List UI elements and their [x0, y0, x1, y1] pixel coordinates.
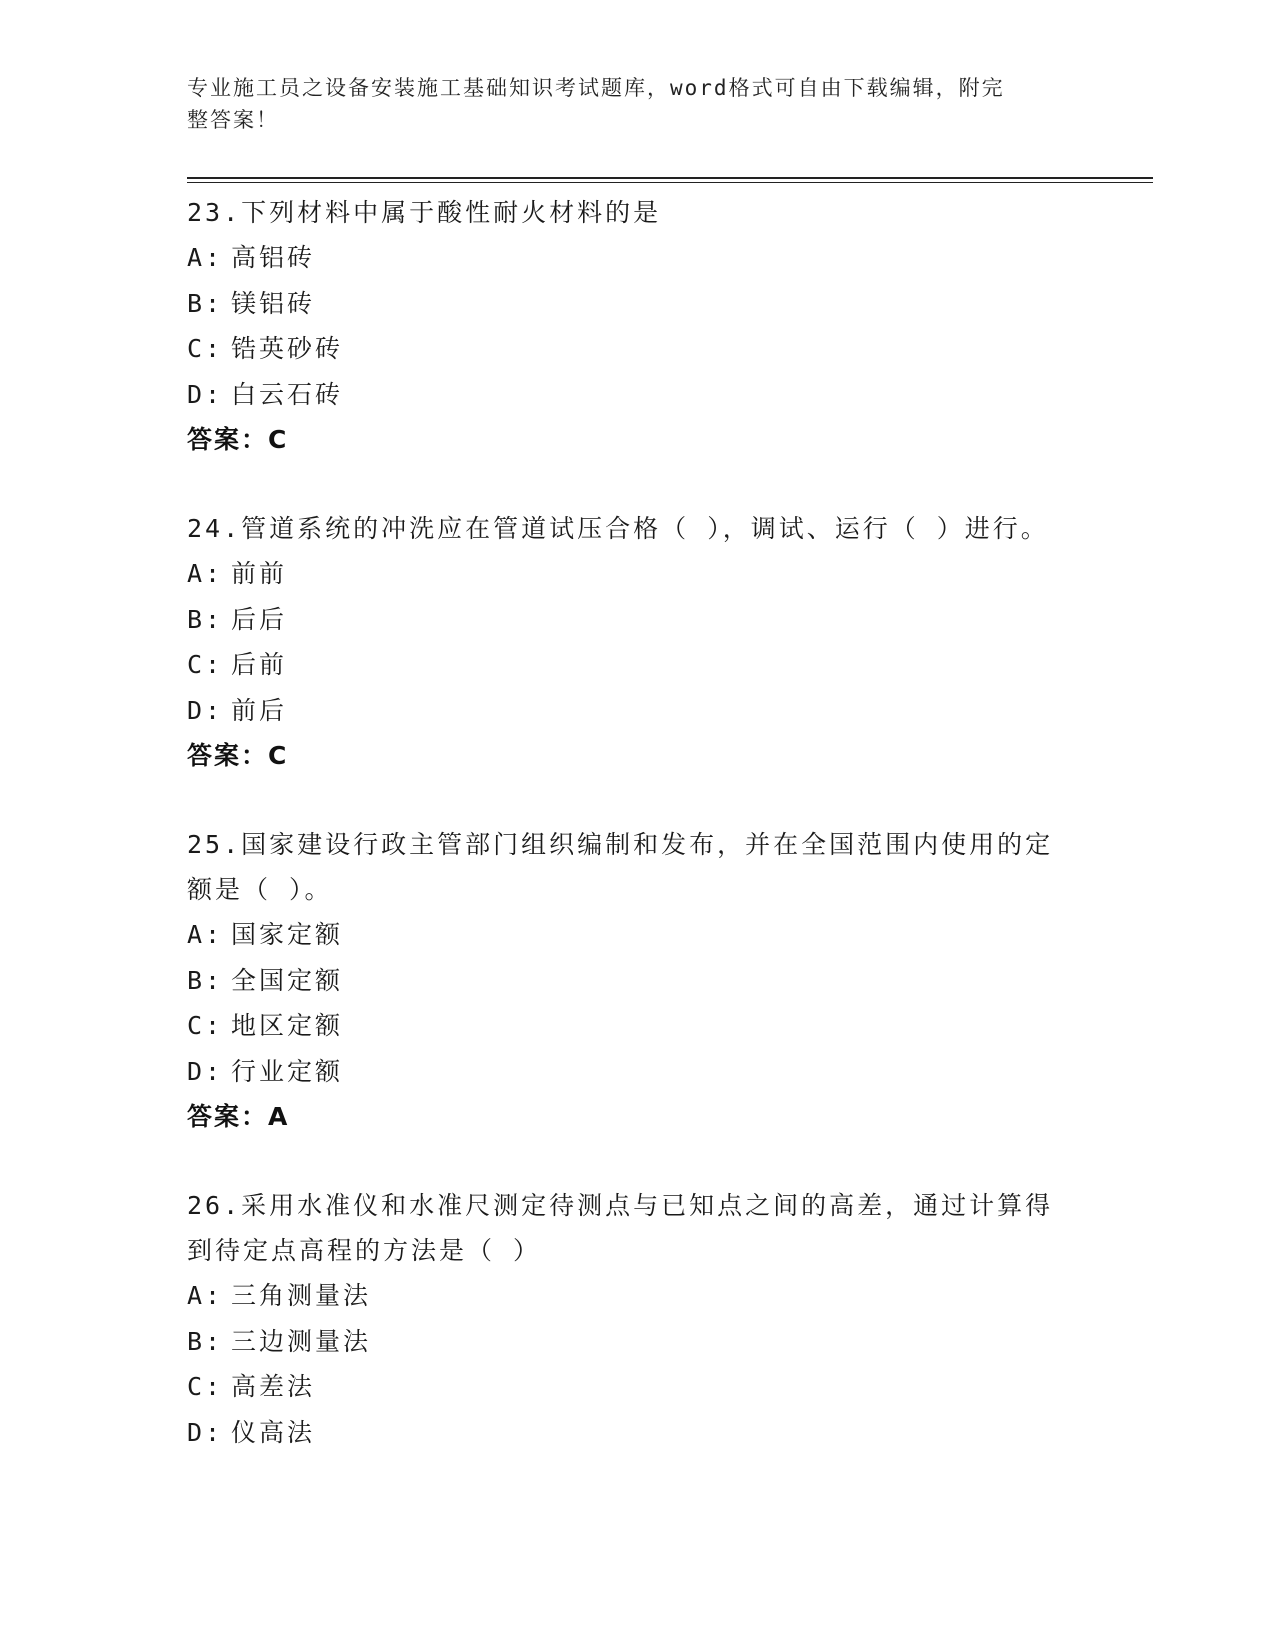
option-letter: C:	[187, 1011, 224, 1040]
option-text: 三角测量法	[231, 1281, 372, 1310]
option-letter: A:	[187, 559, 224, 588]
answer-line: 答案：C	[187, 741, 289, 770]
option-text: 镁铝砖	[231, 288, 316, 318]
answer-line: 答案：C	[187, 425, 289, 454]
header-divider-thin	[187, 182, 1153, 183]
option-letter: A:	[187, 243, 224, 272]
option-b	[187, 281, 1087, 327]
question-stem-continued: 额是（ ）。	[187, 875, 333, 904]
question-24	[187, 506, 1087, 778]
option-b	[187, 958, 1087, 1004]
question-spacer	[187, 1139, 1087, 1183]
question-stem: 23.下列材料中属于酸性耐火材料的是	[187, 198, 662, 227]
answer-line: 答案：A	[187, 1102, 290, 1131]
option-text: 高差法	[231, 1372, 316, 1401]
option-b	[187, 597, 1087, 643]
question-stem-continued: 到待定点高程的方法是（ ）	[187, 1236, 542, 1265]
option-text: 后后	[231, 604, 288, 634]
question-25	[187, 822, 1087, 1139]
question-spacer	[187, 778, 1087, 822]
option-c	[187, 1364, 1087, 1410]
option-d	[187, 688, 1087, 734]
option-a	[187, 235, 1087, 281]
option-a	[187, 551, 1087, 597]
option-c	[187, 642, 1087, 688]
option-text: 全国定额	[231, 965, 344, 995]
header-line-2: 整答案！	[187, 108, 279, 132]
question-list	[187, 190, 1087, 1455]
option-d	[187, 1410, 1087, 1456]
document-header	[187, 72, 1077, 136]
option-letter: B:	[187, 965, 224, 995]
option-text: 前前	[231, 559, 288, 588]
option-text: 锆英砂砖	[231, 334, 344, 363]
option-letter: D:	[187, 1417, 224, 1447]
option-letter: B:	[187, 1326, 224, 1356]
option-text: 行业定额	[231, 1056, 344, 1086]
option-letter: C:	[187, 1372, 224, 1401]
question-stem: 25.国家建设行政主管部门组织编制和发布，并在全国范围内使用的定	[187, 830, 1054, 859]
option-a	[187, 1273, 1087, 1319]
option-letter: D:	[187, 379, 224, 409]
option-text: 高铝砖	[231, 243, 316, 272]
option-text: 前后	[231, 695, 288, 725]
option-letter: B:	[187, 604, 224, 634]
question-stem: 26.采用水准仪和水准尺测定待测点与已知点之间的高差，通过计算得	[187, 1191, 1054, 1220]
header-divider-thick	[187, 177, 1153, 179]
option-c	[187, 326, 1087, 372]
option-text: 国家定额	[231, 920, 344, 949]
option-letter: A:	[187, 1281, 224, 1310]
option-c	[187, 1003, 1087, 1049]
option-text: 地区定额	[231, 1011, 344, 1040]
option-b	[187, 1319, 1087, 1365]
option-d	[187, 1049, 1087, 1095]
question-26	[187, 1183, 1087, 1455]
option-letter: D:	[187, 1056, 224, 1086]
option-letter: C:	[187, 334, 224, 363]
option-text: 白云石砖	[231, 379, 344, 409]
option-a	[187, 912, 1087, 958]
question-stem: 24.管道系统的冲洗应在管道试压合格（ ），调试、运行（ ）进行。	[187, 514, 1049, 543]
question-spacer	[187, 462, 1087, 506]
option-letter: B:	[187, 288, 224, 318]
question-23	[187, 190, 1087, 462]
option-text: 后前	[231, 650, 288, 679]
option-letter: C:	[187, 650, 224, 679]
header-line-1: 专业施工员之设备安装施工基础知识考试题库，word格式可自由下载编辑，附完	[187, 76, 1005, 100]
option-letter: A:	[187, 920, 224, 949]
option-d	[187, 372, 1087, 418]
option-text: 仪高法	[231, 1417, 316, 1447]
option-letter: D:	[187, 695, 224, 725]
option-text: 三边测量法	[231, 1326, 372, 1356]
